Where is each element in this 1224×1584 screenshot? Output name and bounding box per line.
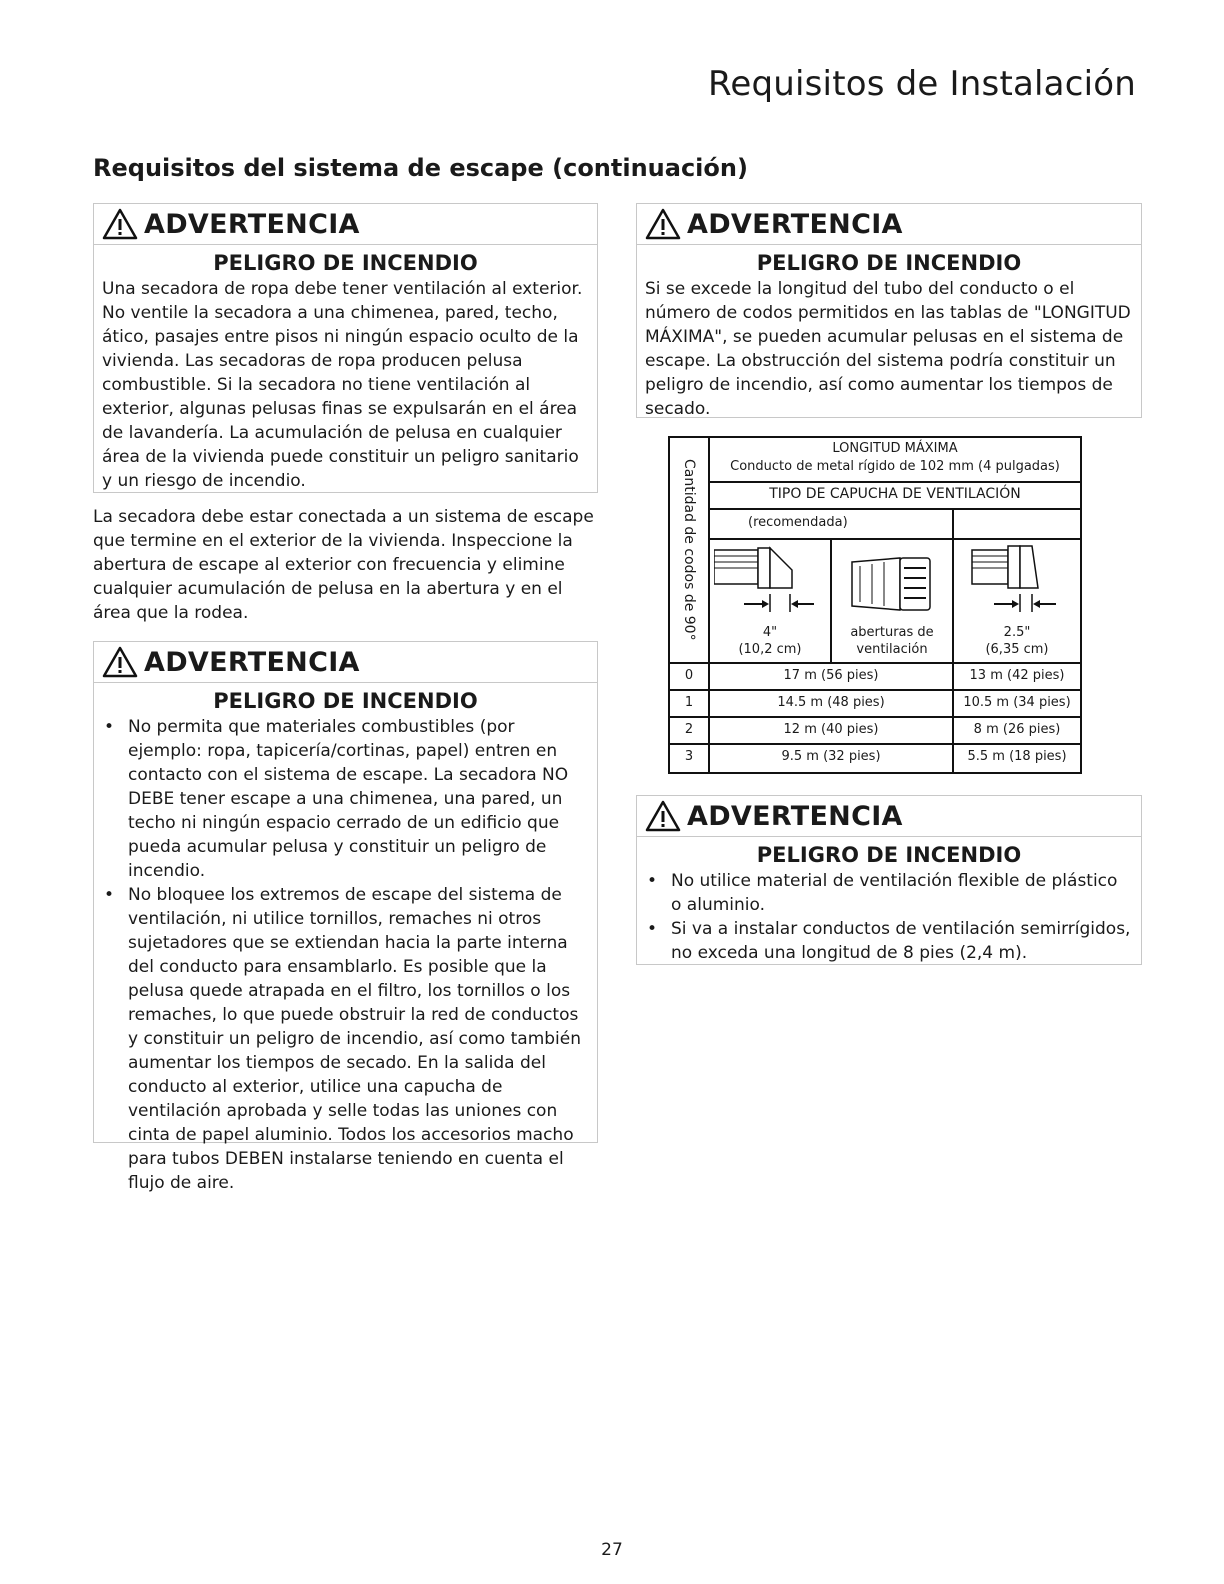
list-item: • Si va a instalar conductos de ventilación semirrígidos, no exceda una longitud de 8 pies (2,4 m). [671,917,1133,965]
hood-type-header: TIPO DE CAPUCHA DE VENTILACIÓN [769,486,1021,502]
hood-4in-icon [714,542,826,612]
warning-box-max-length [636,203,1142,418]
hazard-title: PELIGRO DE INCENDIO [756,843,1022,867]
col-label-louvered [832,624,952,660]
warning-box-combustibles [93,641,598,1193]
col-label-line: 4" [762,625,778,640]
col-label-4in [710,624,830,660]
col-label-line: aberturas de [850,625,934,640]
body-paragraph: La secadora debe estar conectada a un sistema de escape que termine en el exterior de la vivienda. Inspeccione la abertura de escape al exterior con frecuencia y elimine cualquier acumulación de pelusa en la abertura y en el área que la rodea. [93,507,594,623]
warning-header [637,204,1141,245]
page-title: Requisitos de Instalación [708,64,1136,104]
warning-label: ADVERTENCIA [687,208,903,240]
warning-box-ventilation [93,203,598,493]
warning-box-flexible-vent [636,795,1142,965]
recommended-label: (recomendada) [748,515,848,530]
col-label-line: ventilación [856,642,928,657]
list-item: • No permita que materiales combustibles (por ejemplo: ropa, tapicería/cortinas, papel) entren en contacto con el sistema de escape. La secadora NO DEBE tener escape a una chimenea, una pared, un techo ni ningún espacio cerrado de un edificio que pueda acumular pelusa y constituir un peligro de incendio. [128,715,589,883]
side-label: Cantidad de codos de 90° [681,459,697,641]
table-title: LONGITUD MÁXIMA [832,441,958,456]
hazard-title: PELIGRO DE INCENDIO [756,251,1022,275]
recommended-length: 17 m (56 pies) [783,668,879,683]
other-length: 8 m (26 pies) [973,722,1061,737]
warning-triangle-icon [102,646,138,678]
list-item: • No utilice material de ventilación flexible de plástico o aluminio. [671,869,1133,917]
hazard-title: PELIGRO DE INCENDIO [213,251,478,275]
elbow-count: 0 [684,668,694,683]
warning-text: Si se excede la longitud del tubo del conducto o el número de codos permitidos en las tablas de "LONGITUD MÁXIMA", se pueden acumular pelusas en el sistema de escape. La obstrucción del sistema podría constituir un peligro de incendio, así como aumentar los tiempos de secado. [645,279,1131,419]
recommended-length: 12 m (40 pies) [783,722,879,737]
max-length-table [668,436,1082,774]
warning-label: ADVERTENCIA [144,208,360,240]
side-label-cell [670,438,708,662]
col-label-2-5in [954,624,1080,660]
other-length: 13 m (42 pies) [969,668,1065,683]
warning-triangle-icon [645,800,681,832]
table-subtitle: Conducto de metal rígido de 102 mm (4 pulgadas) [730,459,1060,474]
section-title: Requisitos del sistema de escape (continuación) [93,154,748,182]
warning-header [94,204,597,245]
louvered-hood-icon [846,556,938,612]
recommended-length: 14.5 m (48 pies) [777,695,885,710]
col-label-line: (10,2 cm) [738,642,802,657]
warning-label: ADVERTENCIA [687,800,903,832]
other-length: 5.5 m (18 pies) [967,749,1067,764]
col-label-line: (6,35 cm) [985,642,1049,657]
warning-bullet-list [637,869,1141,965]
warning-triangle-icon [645,208,681,240]
elbow-count: 3 [684,749,694,764]
elbow-count: 1 [684,695,694,710]
warning-text: Una secadora de ropa debe tener ventilación al exterior. No ventile la secadora a una chimenea, pared, techo, ático, pasajes entre pisos ni ningún espacio oculto de la vivienda. Las secadoras de ropa producen pelusa combustible. Si la secadora no tiene ventilación al exterior, algunas pelusas finas se expulsarán en el área de lavandería. La acumulación de pelusa en cualquier área de la vivienda puede constituir un peligro sanitario y un riesgo de incendio. [102,279,583,491]
page-number: 27 [601,1540,623,1560]
other-length: 10.5 m (34 pies) [963,695,1071,710]
warning-bullet-list [94,715,597,1195]
warning-triangle-icon [102,208,138,240]
elbow-count: 2 [684,722,694,737]
hood-2-5in-icon [960,542,1076,612]
list-item: • No bloquee los extremos de escape del sistema de ventilación, ni utilice tornillos, remaches ni otros sujetadores que se extiendan hacia la parte interna del conducto para ensamblarlo. Es posible que la pelusa quede atrapada en el filtro, los tornillos o los remaches, lo que puede obstruir la red de conductos y constituir un peligro de incendio, así como también aumentar los tiempos de secado. En la salida del conducto al exterior, utilice una capucha de ventilación aprobada y selle todas las uniones con cinta de papel aluminio. Todos los accesorios macho para tubos DEBEN instalarse teniendo en cuenta el flujo de aire. [128,883,589,1195]
warning-header [637,796,1141,837]
hazard-title: PELIGRO DE INCENDIO [213,689,478,713]
warning-label: ADVERTENCIA [144,646,360,678]
recommended-length: 9.5 m (32 pies) [781,749,881,764]
col-label-line: 2.5" [1003,625,1031,640]
warning-header [94,642,597,683]
